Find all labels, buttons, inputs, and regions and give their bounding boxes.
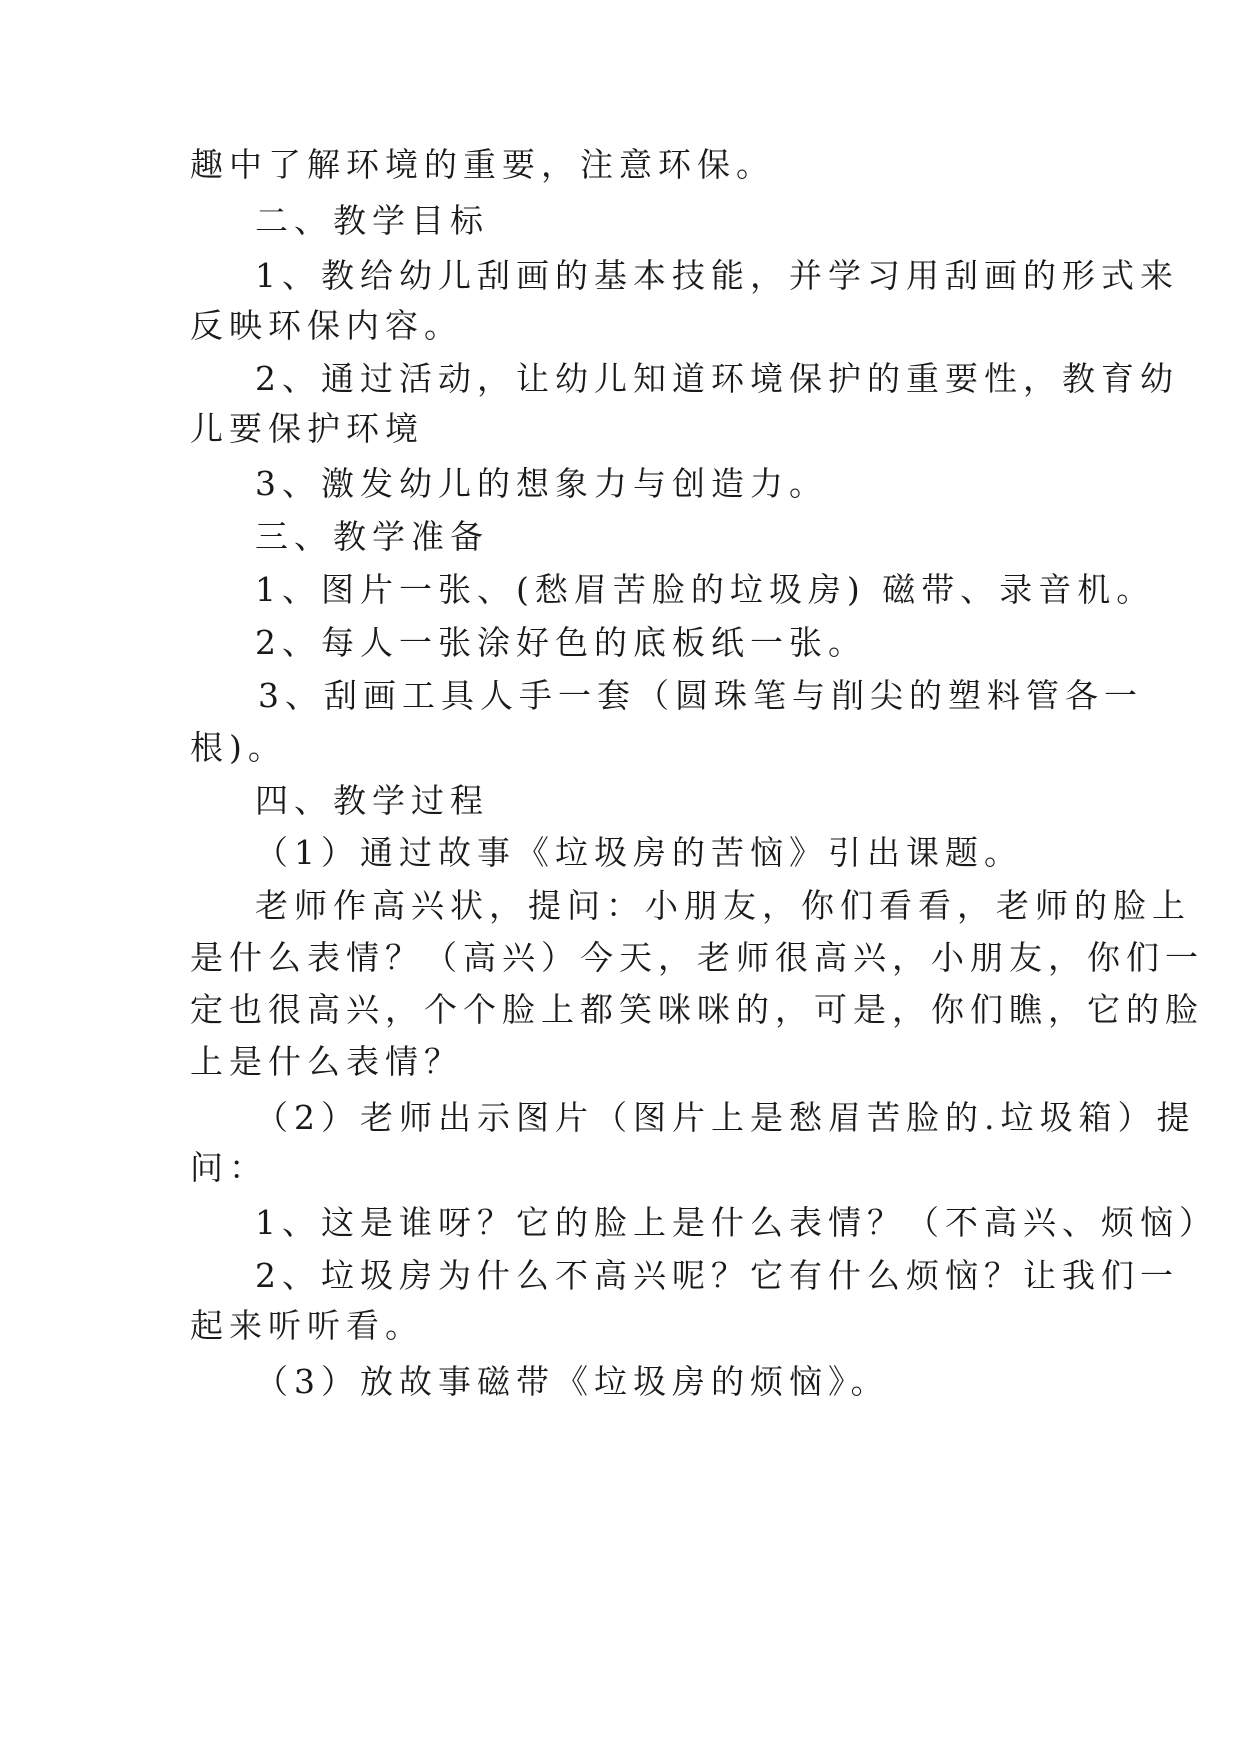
list-item: （1）通过故事《垃圾房的苦恼》引出课题。: [255, 833, 1023, 872]
paragraph-line: 根)。: [190, 728, 287, 767]
list-item: 2、垃圾房为什么不高兴呢？它有什么烦恼？让我们一: [255, 1256, 1179, 1295]
list-item: 3、刮画工具人手一套（圆珠笔与削尖的塑料管各一: [258, 676, 1143, 715]
paragraph-line: 趣中了解环境的重要，注意环保。: [190, 145, 775, 184]
paragraph-line: 上是什么表情？: [190, 1042, 463, 1081]
list-item: （2）老师出示图片（图片上是愁眉苦脸的.垃圾箱）提: [255, 1098, 1196, 1137]
paragraph-line: 儿要保护环境: [190, 409, 424, 448]
list-item: 1、图片一张、(愁眉苦脸的垃圾房) 磁带、录音机。: [255, 570, 1156, 609]
section-heading: 三、教学准备: [255, 517, 489, 556]
list-item: 1、教给幼儿刮画的基本技能，并学习用刮画的形式来: [255, 256, 1179, 295]
list-item: （3）放故事磁带《垃圾房的烦恼》。: [255, 1362, 890, 1401]
list-item: 2、通过活动，让幼儿知道环境保护的重要性，教育幼: [255, 359, 1179, 398]
paragraph-line: 起来听听看。: [190, 1306, 424, 1345]
paragraph-line: 定也很高兴，个个脸上都笑咪咪的，可是，你们瞧，它的脸: [190, 990, 1204, 1029]
list-item: 2、每人一张涂好色的底板纸一张。: [255, 623, 867, 662]
paragraph-line: 老师作高兴状，提问：小朋友，你们看看，老师的脸上: [255, 886, 1191, 925]
section-heading: 二、教学目标: [255, 201, 489, 240]
list-item: 3、激发幼儿的想象力与创造力。: [255, 464, 828, 503]
paragraph-line: 反映环保内容。: [190, 306, 463, 345]
paragraph-line: 是什么表情？（高兴）今天，老师很高兴，小朋友，你们一: [190, 938, 1204, 977]
list-item: 1、这是谁呀？它的脸上是什么表情？（不高兴、烦恼）: [255, 1203, 1218, 1242]
section-heading: 四、教学过程: [255, 781, 489, 820]
paragraph-line: 问：: [190, 1148, 268, 1187]
